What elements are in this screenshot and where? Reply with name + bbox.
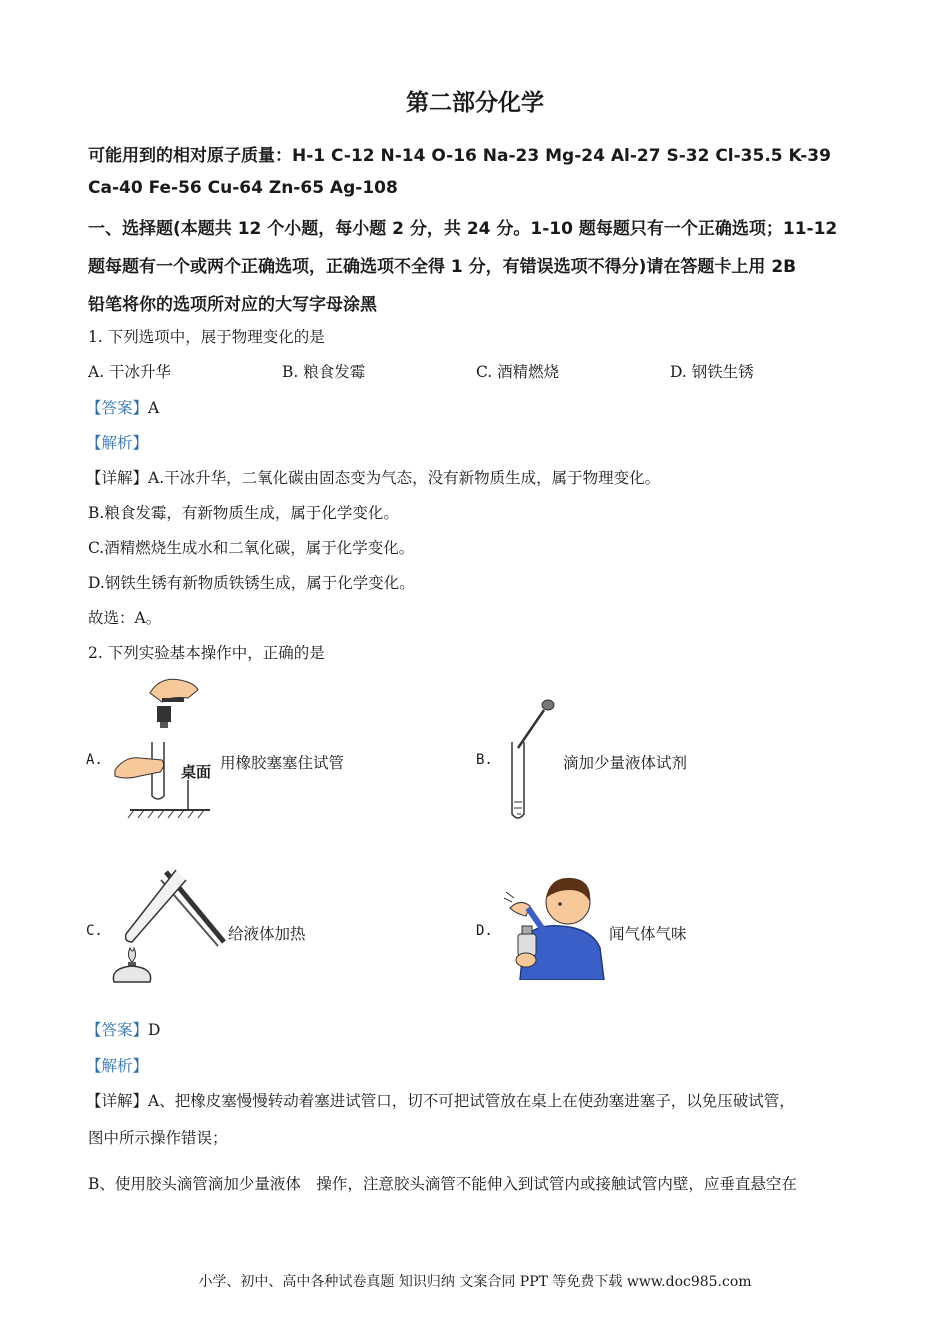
q2-detail-line0 (86, 1089, 795, 1111)
q2-detail-text-1: 图中所示操作错误； (88, 1129, 228, 1147)
stopper-test-tube-figure (110, 668, 220, 828)
q2-option-d-caption: 闻气体气味 (609, 925, 687, 943)
atomic-mass-line2: Ca-40 Fe-56 Cu-64 Zn-65 Ag-108 (88, 178, 398, 198)
q1-option-b: B. 粮食发霉 (282, 363, 366, 381)
section-heading-line2: 题每题有一个或两个正确选项，正确选项不全得 1 分，有错误选项不得分)请在答题卡上用 2B (88, 257, 797, 277)
page-footer: 小学、初中、高中各种试卷真题 知识归纳 文案合同 PPT 等免费下载 www.doc985.com (198, 1274, 752, 1290)
q1-detail-text-3: D.钢铁生锈有新物质铁锈生成，属于化学变化。 (88, 574, 415, 592)
section-heading-line3: 铅笔将你的选项所对应的大写字母涂黑 (88, 295, 377, 315)
q1-detail-text-2: C.酒精燃烧生成水和二氧化碳，属于化学变化。 (88, 539, 415, 557)
q1-answer: A (148, 399, 160, 417)
q2-option-d-letter: D. (476, 923, 493, 939)
q2-answer: D (148, 1021, 161, 1039)
table-label: 桌面 (181, 763, 212, 781)
q1-answer-tag: 【答案】 (86, 399, 149, 417)
q1-detail-line0 (86, 466, 660, 488)
dropper-test-tube-figure (500, 698, 560, 826)
q2-option-a-caption: 用橡胶塞塞住试管 (220, 754, 345, 772)
q2-option-c-letter: C. (86, 923, 103, 939)
q2-answer-tag: 【答案】 (86, 1021, 149, 1039)
q1-question: 1. 下列选项中，展于物理变化的是 (88, 328, 325, 346)
q1-detail-text-0: A.干冰升华，二氧化碳由固态变为气态，没有新物质生成，属于物理变化。 (148, 469, 661, 487)
q2-analysis-tag: 【解析】 (86, 1057, 149, 1075)
section-heading-line1: 一、选择题(本题共 12 个小题，每小题 2 分，共 24 分。1-10 题每题只有一个正确选项；11-12 (88, 219, 838, 239)
atomic-mass-line1: 可能用到的相对原子质量：H-1 C-12 N-14 O-16 Na-23 Mg-24 Al-27 S-32 Cl-35.5 K-39 (88, 146, 831, 166)
q2-detail-text-0: A、把橡皮塞慢慢转动着塞进试管口，切不可把试管放在桌上在使劲塞进塞子，以免压破试管， (148, 1092, 795, 1110)
q1-option-c: C. 酒精燃烧 (476, 363, 560, 381)
q2-detail-tag: 【详解】 (86, 1092, 149, 1110)
q1-detail-text-1: B.粮食发霉，有新物质生成，属于化学变化。 (88, 504, 399, 522)
smelling-gas-figure (500, 868, 608, 980)
q2-detail-text-2: B、使用胶头滴管滴加少量液体 操作，注意胶头滴管不能伸入到试管内或接触试管内壁，应垂直悬空在 (88, 1175, 797, 1193)
q1-detail-tag: 【详解】 (86, 469, 149, 487)
q2-option-a-letter: A. (86, 752, 103, 768)
q2-option-c-caption: 给液体加热 (228, 925, 306, 943)
q1-analysis-tag: 【解析】 (86, 434, 149, 452)
q2-option-b-letter: B. (476, 752, 493, 768)
q2-answer-line (86, 1018, 160, 1040)
q2-option-b-caption: 滴加少量液体试剂 (563, 754, 688, 772)
page-title: 第二部分化学 (406, 90, 544, 116)
q1-option-a: A. 干冰升华 (88, 363, 172, 381)
q1-answer-line (86, 396, 159, 418)
q1-option-d: D. 钢铁生锈 (670, 363, 754, 381)
heating-liquid-figure (106, 862, 230, 984)
q1-detail-text-4: 故选：A。 (88, 609, 162, 627)
q2-question: 2. 下列实验基本操作中，正确的是 (88, 644, 325, 662)
